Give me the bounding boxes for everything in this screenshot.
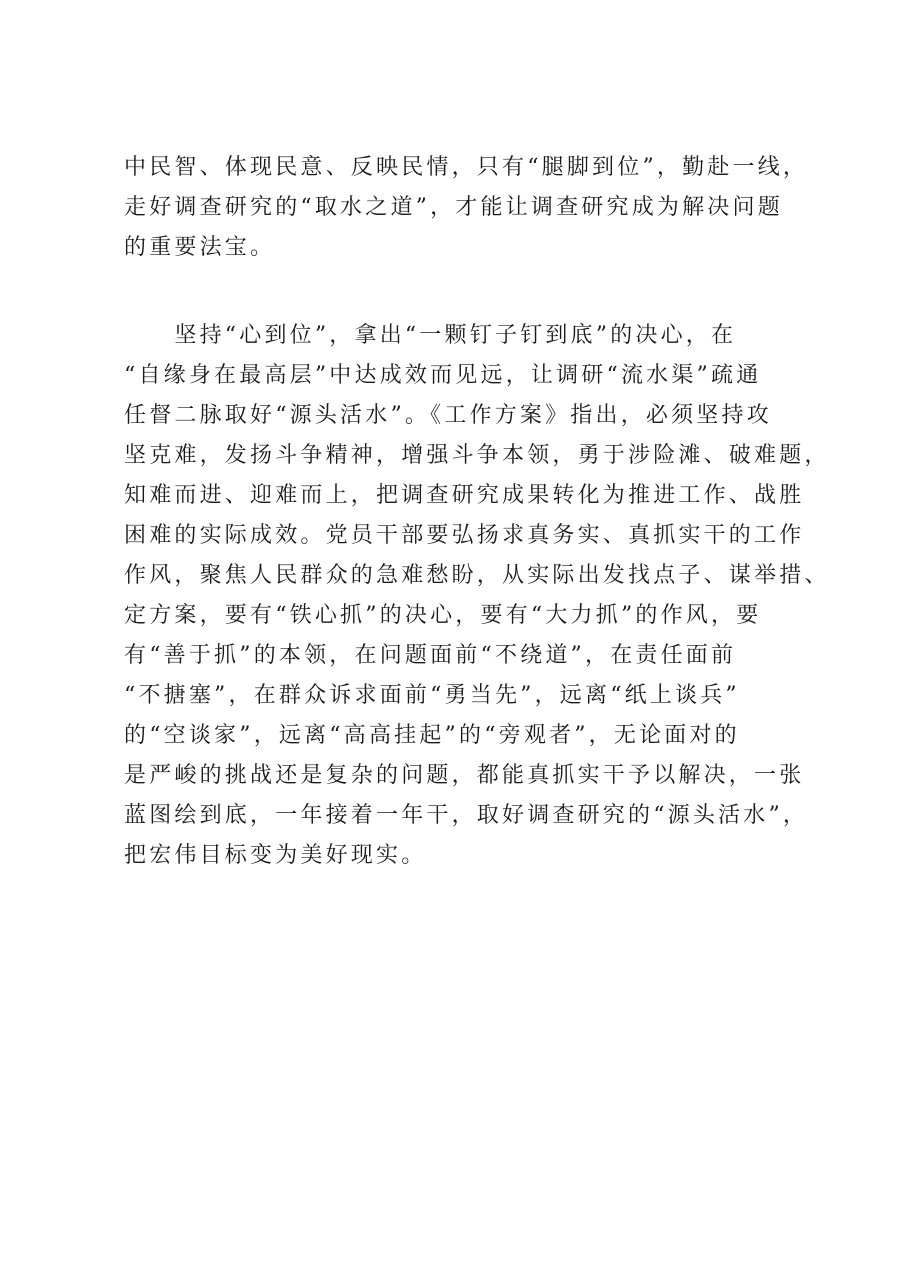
text-line: 的“空谈家”，远离“高高挂起”的“旁观者”，无论面对的 — [124, 723, 740, 748]
text-line: 的重要法宝。 — [124, 235, 276, 260]
text-line: 坚克难，发扬斗争精神，增强斗争本领，勇于涉险滩、破难题， — [124, 443, 830, 468]
text-line: 蓝图绘到底，一年接着一年干，取好调查研究的“源头活水”， — [124, 803, 809, 828]
text-line: 任督二脉取好“源头活水”。《工作方案》指出，必须坚持攻 — [124, 403, 772, 428]
text-line: 作风，聚焦人民群众的急难愁盼，从实际出发找点子、谋举措、 — [124, 563, 830, 588]
text-line: 坚持“心到位”，拿出“一颗钉子钉到底”的决心，在 — [124, 323, 737, 348]
text-line: 有“善于抓”的本领，在问题面前“不绕道”，在责任面前 — [124, 643, 737, 668]
text-line: 定方案，要有“铁心抓”的决心，要有“大力抓”的作风，要 — [124, 603, 762, 628]
text-line: 走好调查研究的“取水之道”，才能让调查研究成为解决问题 — [124, 195, 783, 220]
text-line: “不搪塞”，在群众诉求面前“勇当先”，远离“纸上谈兵” — [124, 683, 740, 708]
paragraph-1 — [124, 148, 824, 268]
text-line: 困难的实际成效。党员干部要弘扬求真务实、真抓实干的工作 — [124, 523, 805, 548]
paragraph-2 — [124, 316, 830, 876]
text-line: 是严峻的挑战还是复杂的问题，都能真抓实干予以解决，一张 — [124, 763, 805, 788]
text-line: 中民智、体现民意、反映民情，只有“腿脚到位”，勤赴一线， — [124, 155, 809, 180]
text-line: 把宏伟目标变为美好现实。 — [124, 843, 427, 868]
text-line: 知难而进、迎难而上，把调查研究成果转化为推进工作、战胜 — [124, 483, 805, 508]
text-line: “自缘身在最高层”中达成效而见远，让调研“流水渠”疏通 — [124, 363, 762, 388]
